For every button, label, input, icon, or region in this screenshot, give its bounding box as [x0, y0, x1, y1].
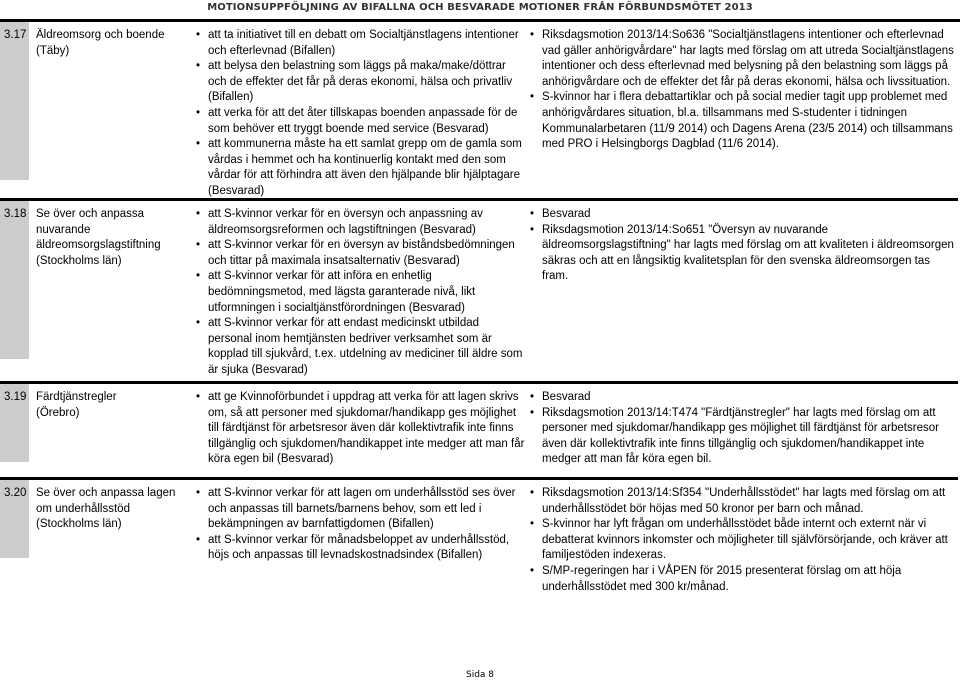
action-item: • Riksdagsmotion 2013/14:So651 "Översyn av nuvarande äldreomsorgslagstiftning" har lagts med förslag om att kvaliteten i äldreomsorgen säkras och att en långsiktig kvalitetsplan för den svenska äldreomsorgen tas fram. [530, 223, 955, 285]
motion-title-text: Se över och anpassa lagen om underhållsstöd [36, 487, 176, 515]
motion-title [36, 28, 186, 59]
proposal-item: • att kommunerna måste ha ett samlat grepp om de gamla som vårdas i hemmet och ha kontinuerlig kontakt med den som vårdar för att förhindra att även den hjälpande blir hjälptagare (Besvarad) [196, 137, 526, 199]
motion-origin: (Täby) [36, 44, 70, 57]
motion-title-text: Se över och anpassa nuvarande äldreomsorgslagstiftning [36, 208, 161, 252]
proposal-item: • att S-kvinnor verkar för en översyn och anpassning av äldreomsorgsreformen och lagstiftningen (Besvarad) [196, 207, 526, 238]
proposal-item: • att ge Kvinnoförbundet i uppdrag att verka för att lagen skrivs om, så att personer med sjukdomar/handikapp ges möjlighet till färdtjänst för arbetsresor även där kollektivtrafik inte finns tillgänglig och sjukdomen/handikappet inte medger att man får köra egen bil (Besvarad) [196, 390, 526, 468]
proposal-item: • att S-kvinnor verkar för att införa en enhetlig bedömningsmetod, med lägsta garanterade nivå, likt utformningen i socialtjänstförordningen (Besvarad) [196, 269, 526, 316]
motion-number: 3.18 [4, 208, 27, 220]
motion-origin: (Stockholms län) [36, 518, 122, 531]
motion-number: 3.17 [4, 29, 27, 41]
action-item: • Besvarad [530, 207, 955, 223]
action-list [530, 390, 958, 468]
motion-title [36, 207, 186, 269]
document-header: MOTIONSUPPFÖLJNING AV BIFALLNA OCH BESVARADE MOTIONER FRÅN FÖRBUNDSMÖTET 2013 [207, 2, 753, 13]
action-item: • S-kvinnor har i flera debattartiklar och på social medier tagit upp problemet med anhörigvårdares situation, bl.a. tillsammans med S-studenter i tidningen Kommunalarbetaren (11/9 2014) och Dagens Arena (23/5 2014) och tillsammans med PRO i Helsingborgs Dagblad (11/6 2014). [530, 90, 958, 152]
motion-title [36, 486, 186, 533]
proposal-list [196, 207, 526, 379]
action-item: • Besvarad [530, 390, 958, 406]
action-item: • Riksdagsmotion 2013/14:T474 "Färdtjänstregler" har lagts med förslag om att personer med sjukdomar/handikapp ges möjlighet till färdtjänst för arbetsresor även där kollektivtrafik inte finns tillgänglig och sjukdomen/handikappet inte medger att man får köra egen bil. [530, 406, 958, 468]
proposal-list [196, 390, 526, 468]
proposal-list [196, 28, 526, 200]
action-list [530, 207, 955, 285]
proposal-item: • att verka för att det åter tillskapas boenden anpassade för de som behöver ett tryggt boende med service (Besvarad) [196, 106, 526, 137]
action-item: • S-kvinnor har lyft frågan om underhållsstödet både internt och externt när vi debatterat kvinnors inkomster och möjligheter till självförsörjande, och kräver att familjestöden indexeras. [530, 517, 958, 564]
proposal-item: • att S-kvinnor verkar för att lagen om underhållsstöd ses över och anpassas till barnets/barnens behov, som ett led i bekämpningen av barnfattigdomen (Bifallen) [196, 486, 526, 533]
motion-title-text: Färdtjänstregler [36, 391, 117, 403]
proposal-item: • att S-kvinnor verkar för att endast medicinskt utbildad personal inom hemtjänsten bedriver verksamhet som är kopplad till sjukvård, t.ex. utdelning av mediciner till äldre som är sjuka (Besvarad) [196, 316, 526, 378]
motion-title [36, 390, 186, 421]
action-list [530, 486, 958, 595]
motion-title-text: Äldreomsorg och boende [36, 29, 165, 41]
action-list [530, 28, 958, 153]
action-item: • Riksdagsmotion 2013/14:Sf354 "Underhållsstödet" har lagts med förslag om att underhållsstödet bör höjas med 50 kronor per barn och månad. [530, 486, 958, 517]
row-number-cell [0, 201, 29, 359]
action-item: • Riksdagsmotion 2013/14:So636 "Socialtjänstlagens intentioner och efterlevnad vad gäller anhörigvårdare" har lagts med förslag om att utreda Socialtjänstlagens intentioner och dess efterlevnad med belysning på den belastning som läggs på anhörigvårdare och de effekter det får på deras ekonomi, hälsa och livssituation. [530, 28, 958, 90]
proposal-item: • att ta initiativet till en debatt om Socialtjänstlagens intentioner och efterlevnad (Bifallen) [196, 28, 526, 59]
action-item: • S/MP-regeringen har i VÅPEN för 2015 presenterat förslag om att höja underhållsstödet med 300 kr/månad. [530, 564, 958, 595]
motion-number: 3.20 [4, 487, 27, 499]
row-divider [0, 477, 958, 480]
page-number: Sida 8 [465, 670, 495, 680]
proposal-item: • att S-kvinnor verkar för en översyn av biståndsbedömningen och tittar på maximala insatsalternativ (Besvarad) [196, 238, 526, 269]
motion-number: 3.19 [4, 391, 27, 403]
motion-origin: (Örebro) [36, 406, 80, 419]
proposal-item: • att belysa den belastning som läggs på maka/make/döttrar och de effekter det får på deras ekonomi, hälsa och privatliv (Bifallen) [196, 59, 526, 106]
proposal-item: • att S-kvinnor verkar för månadsbeloppet av underhållsstöd, höjs och anpassas till levnadskostnadsindex (Bifallen) [196, 533, 526, 564]
row-divider [0, 19, 960, 22]
row-divider [0, 381, 958, 384]
proposal-list [196, 486, 526, 564]
motion-origin: (Stockholms län) [36, 254, 122, 267]
row-number-cell [0, 22, 29, 180]
